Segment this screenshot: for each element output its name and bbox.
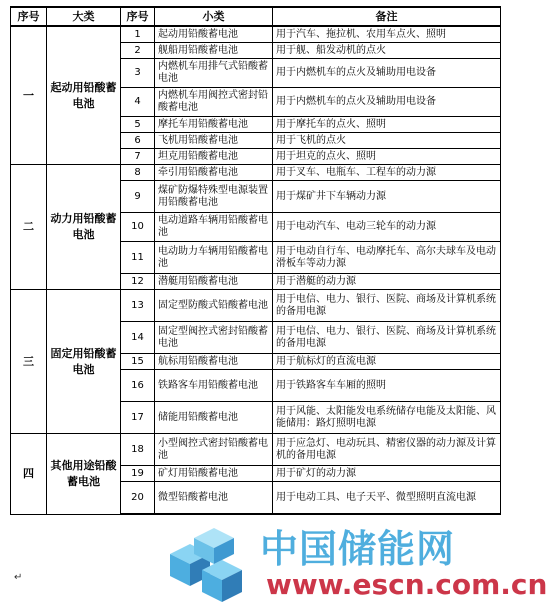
row-subcategory: 铁路客车用铅酸蓄电池 bbox=[155, 370, 273, 402]
row-note: 用于汽车、拖拉机、农用车点火、照明 bbox=[273, 26, 501, 43]
group-category: 起动用铅酸蓄电池 bbox=[47, 26, 121, 165]
row-subcategory: 航标用铅酸蓄电池 bbox=[155, 354, 273, 370]
row-subcategory: 潜艇用铅酸蓄电池 bbox=[155, 274, 273, 290]
row-subcategory: 舰船用铅酸蓄电池 bbox=[155, 43, 273, 59]
row-note: 用于煤矿井下车辆动力源 bbox=[273, 181, 501, 213]
row-number: 5 bbox=[121, 117, 155, 133]
row-note: 用于坦克的点火、照明 bbox=[273, 149, 501, 165]
row-subcategory: 牵引用铅酸蓄电池 bbox=[155, 165, 273, 181]
row-subcategory: 电动道路车辆用铅酸蓄电池 bbox=[155, 213, 273, 242]
watermark-title: 中国储能网 bbox=[260, 527, 456, 571]
row-subcategory: 内燃机车用排气式铅酸蓄电池 bbox=[155, 59, 273, 88]
row-note: 用于电动汽车、电动三轮车的动力源 bbox=[273, 213, 501, 242]
table-row bbox=[11, 434, 501, 466]
row-subcategory: 煤矿防爆特殊型电源装置用铅酸蓄电池 bbox=[155, 181, 273, 213]
header-note: 备注 bbox=[273, 7, 501, 26]
row-number: 1 bbox=[121, 26, 155, 43]
row-number: 19 bbox=[121, 466, 155, 482]
row-number: 8 bbox=[121, 165, 155, 181]
row-note: 用于内燃机车的点火及辅助用电设备 bbox=[273, 59, 501, 88]
row-subcategory: 矿灯用铅酸蓄电池 bbox=[155, 466, 273, 482]
header-sub-no: 序号 bbox=[121, 7, 155, 26]
row-number: 20 bbox=[121, 482, 155, 515]
row-note: 用于应急灯、电动玩具、精密仪器的动力源及计算机的备用电源 bbox=[273, 434, 501, 466]
group-number: 一 bbox=[11, 26, 47, 165]
row-number: 11 bbox=[121, 242, 155, 274]
row-note: 用于摩托车的点火、照明 bbox=[273, 117, 501, 133]
row-number: 12 bbox=[121, 274, 155, 290]
row-note: 用于航标灯的直流电源 bbox=[273, 354, 501, 370]
group-category: 动力用铅酸蓄电池 bbox=[47, 165, 121, 290]
row-note: 用于矿灯的动力源 bbox=[273, 466, 501, 482]
row-number: 10 bbox=[121, 213, 155, 242]
header-subcategory: 小类 bbox=[155, 7, 273, 26]
row-number: 18 bbox=[121, 434, 155, 466]
row-number: 6 bbox=[121, 133, 155, 149]
row-subcategory: 小型阀控式密封铅酸蓄电池 bbox=[155, 434, 273, 466]
document-page bbox=[10, 6, 500, 515]
row-subcategory: 微型铅酸蓄电池 bbox=[155, 482, 273, 515]
row-note: 用于叉车、电瓶车、工程车的动力源 bbox=[273, 165, 501, 181]
row-note: 用于电动自行车、电动摩托车、高尔夫球车及电动滑板车等动力源 bbox=[273, 242, 501, 274]
group-number: 四 bbox=[11, 434, 47, 515]
table-row bbox=[11, 290, 501, 322]
row-note: 用于舰、船发动机的点火 bbox=[273, 43, 501, 59]
row-number: 9 bbox=[121, 181, 155, 213]
row-number: 14 bbox=[121, 322, 155, 354]
row-subcategory: 固定型阀控式密封铅酸蓄电池 bbox=[155, 322, 273, 354]
table-row bbox=[11, 165, 501, 181]
row-note: 用于内燃机车的点火及辅助用电设备 bbox=[273, 88, 501, 117]
row-number: 13 bbox=[121, 290, 155, 322]
row-subcategory: 储能用铅酸蓄电池 bbox=[155, 402, 273, 434]
paragraph-return-mark: ↵ bbox=[14, 572, 23, 583]
watermark-url: www.escn.com.cn bbox=[266, 568, 547, 601]
site-watermark bbox=[160, 518, 547, 606]
row-subcategory: 坦克用铅酸蓄电池 bbox=[155, 149, 273, 165]
row-subcategory: 飞机用铅酸蓄电池 bbox=[155, 133, 273, 149]
row-subcategory: 固定型防酸式铅酸蓄电池 bbox=[155, 290, 273, 322]
row-note: 用于风能、太阳能发电系统储存电能及太阳能、风能储用：路灯照明电源 bbox=[273, 402, 501, 434]
row-number: 7 bbox=[121, 149, 155, 165]
row-note: 用于飞机的点火 bbox=[273, 133, 501, 149]
row-subcategory: 内燃机车用阀控式密封铅酸蓄电池 bbox=[155, 88, 273, 117]
row-note: 用于电信、电力、银行、医院、商场及计算机系统的备用电源 bbox=[273, 322, 501, 354]
header-no: 序号 bbox=[11, 7, 47, 26]
group-category: 其他用途铅酸蓄电池 bbox=[47, 434, 121, 515]
row-number: 4 bbox=[121, 88, 155, 117]
table-header-row bbox=[11, 7, 501, 26]
group-number: 三 bbox=[11, 290, 47, 434]
row-note: 用于电信、电力、银行、医院、商场及计算机系统的备用电源 bbox=[273, 290, 501, 322]
row-subcategory: 摩托车用铅酸蓄电池 bbox=[155, 117, 273, 133]
row-note: 用于电动工具、电子天平、微型照明直流电源 bbox=[273, 482, 501, 515]
row-note: 用于潜艇的动力源 bbox=[273, 274, 501, 290]
header-category: 大类 bbox=[47, 7, 121, 26]
group-number: 二 bbox=[11, 165, 47, 290]
row-subcategory: 起动用铅酸蓄电池 bbox=[155, 26, 273, 43]
row-number: 16 bbox=[121, 370, 155, 402]
row-number: 17 bbox=[121, 402, 155, 434]
cube-logo-icon bbox=[160, 524, 260, 604]
battery-classification-table bbox=[10, 6, 501, 515]
row-number: 15 bbox=[121, 354, 155, 370]
group-category: 固定用铅酸蓄电池 bbox=[47, 290, 121, 434]
row-note: 用于铁路客车车厢的照明 bbox=[273, 370, 501, 402]
row-subcategory: 电动助力车辆用铅酸蓄电池 bbox=[155, 242, 273, 274]
row-number: 3 bbox=[121, 59, 155, 88]
table-row bbox=[11, 26, 501, 43]
row-number: 2 bbox=[121, 43, 155, 59]
